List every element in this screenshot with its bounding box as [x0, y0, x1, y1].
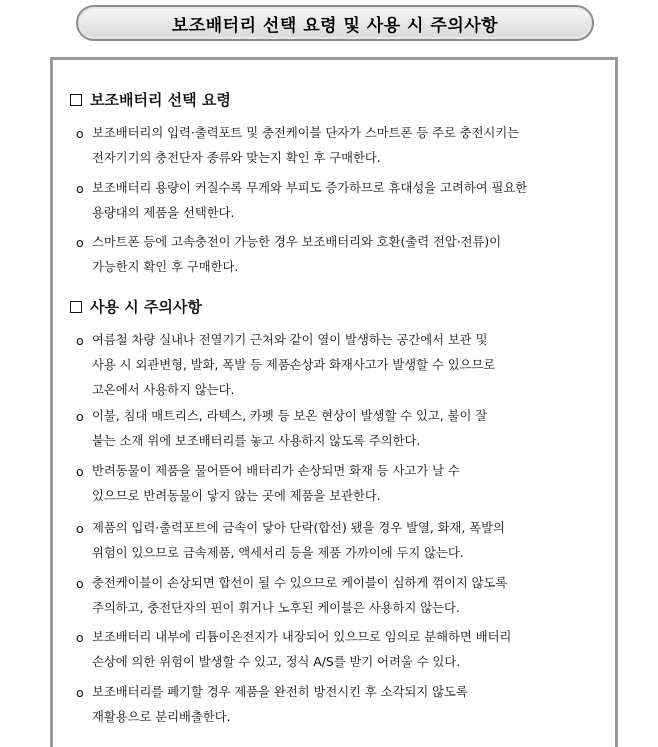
list-item	[76, 230, 604, 280]
list-item	[76, 516, 604, 566]
item-line: 손상에 의한 위험이 발생할 수 있고, 정식 A/S를 받기 어려울 수 있다.	[92, 655, 461, 669]
item-line: 충전케이블이 손상되면 합선이 될 수 있으므로 케이블이 심하게 꺾이지 않도록	[92, 576, 508, 590]
item-line: 보조배터리 용량이 커질수록 무게와 부피도 증가하므로 휴대성을 고려하여 필요한	[92, 181, 528, 195]
item-line: 가능한지 확인 후 구매한다.	[92, 260, 239, 274]
item-line: 고온에서 사용하지 않는다.	[92, 383, 235, 397]
item-line: 반려동물이 제품을 물어뜯어 배터리가 손상되면 화재 등 사고가 날 수	[92, 464, 460, 478]
bullet-marker: o	[76, 235, 84, 250]
item-line: 제품의 입력·출력포트에 금속이 닿아 단락(합선) 됐을 경우 발열, 화재, 폭발의	[92, 521, 505, 535]
item-line: 용량대의 제품을 선택한다.	[92, 206, 235, 220]
section-heading-text: 보조배터리 선택 요령	[90, 91, 231, 109]
list-item	[76, 121, 604, 171]
section-heading-selection	[70, 89, 231, 110]
list-item	[76, 571, 604, 621]
item-line: 이불, 침대 매트리스, 라텍스, 카펫 등 보온 현상이 발생할 수 있고, 불이 잘	[92, 409, 488, 423]
list-item	[76, 176, 604, 226]
list-item	[76, 404, 604, 454]
bullet-marker: o	[76, 333, 84, 348]
item-line: 전자기기의 충전단자 종류와 맞는지 확인 후 구매한다.	[92, 151, 381, 165]
item-line: 보조배터리의 입력·출력포트 및 충전케이블 단자가 스마트폰 등 주로 충전시키는	[92, 126, 520, 140]
item-line: 있으므로 반려동물이 닿지 않는 곳에 제품을 보관한다.	[92, 489, 381, 503]
section-heading-text: 사용 시 주의사항	[90, 298, 202, 316]
bullet-marker: o	[76, 464, 84, 479]
list-item	[76, 459, 604, 509]
bullet-marker: o	[76, 685, 84, 700]
document-title: 보조배터리 선택 요령 및 사용 시 주의사항	[171, 15, 499, 36]
checkbox-square-icon	[70, 94, 82, 106]
bullet-marker: o	[76, 630, 84, 645]
item-line: 붙는 소재 위에 보조배터리를 놓고 사용하지 않도록 주의한다.	[92, 434, 421, 448]
bullet-marker: o	[76, 126, 84, 141]
checkbox-square-icon	[70, 301, 82, 313]
document-title-banner	[76, 5, 594, 41]
bullet-marker: o	[76, 409, 84, 424]
item-line: 여름철 차량 실내나 전열기기 근처와 같이 열이 발생하는 공간에서 보관 및	[92, 333, 488, 347]
list-item	[76, 625, 604, 675]
bullet-marker: o	[76, 181, 84, 196]
list-item	[76, 680, 604, 730]
item-line: 재활용으로 분리배출한다.	[92, 710, 231, 724]
bullet-marker: o	[76, 576, 84, 591]
item-line: 사용 시 외관변형, 발화, 폭발 등 제품손상과 화재사고가 발생할 수 있으므로	[92, 358, 496, 372]
list-item	[76, 328, 604, 403]
item-line: 보조배터리를 폐기할 경우 제품을 완전히 방전시킨 후 소각되지 않도록	[92, 685, 468, 699]
item-line: 보조배터리 내부에 리튬이온전지가 내장되어 있으므로 임의로 분해하면 배터리	[92, 630, 512, 644]
item-line: 위험이 있으므로 금속제품, 액세서리 등을 제품 가까이에 두지 않는다.	[92, 546, 464, 560]
section-heading-caution	[70, 296, 202, 317]
item-line: 스마트폰 등에 고속충전이 가능한 경우 보조배터리와 호환(출력 전압·전류)이	[92, 235, 502, 249]
item-line: 주의하고, 충전단자의 핀이 휘거나 노후된 케이블은 사용하지 않는다.	[92, 601, 460, 615]
bullet-marker: o	[76, 521, 84, 536]
